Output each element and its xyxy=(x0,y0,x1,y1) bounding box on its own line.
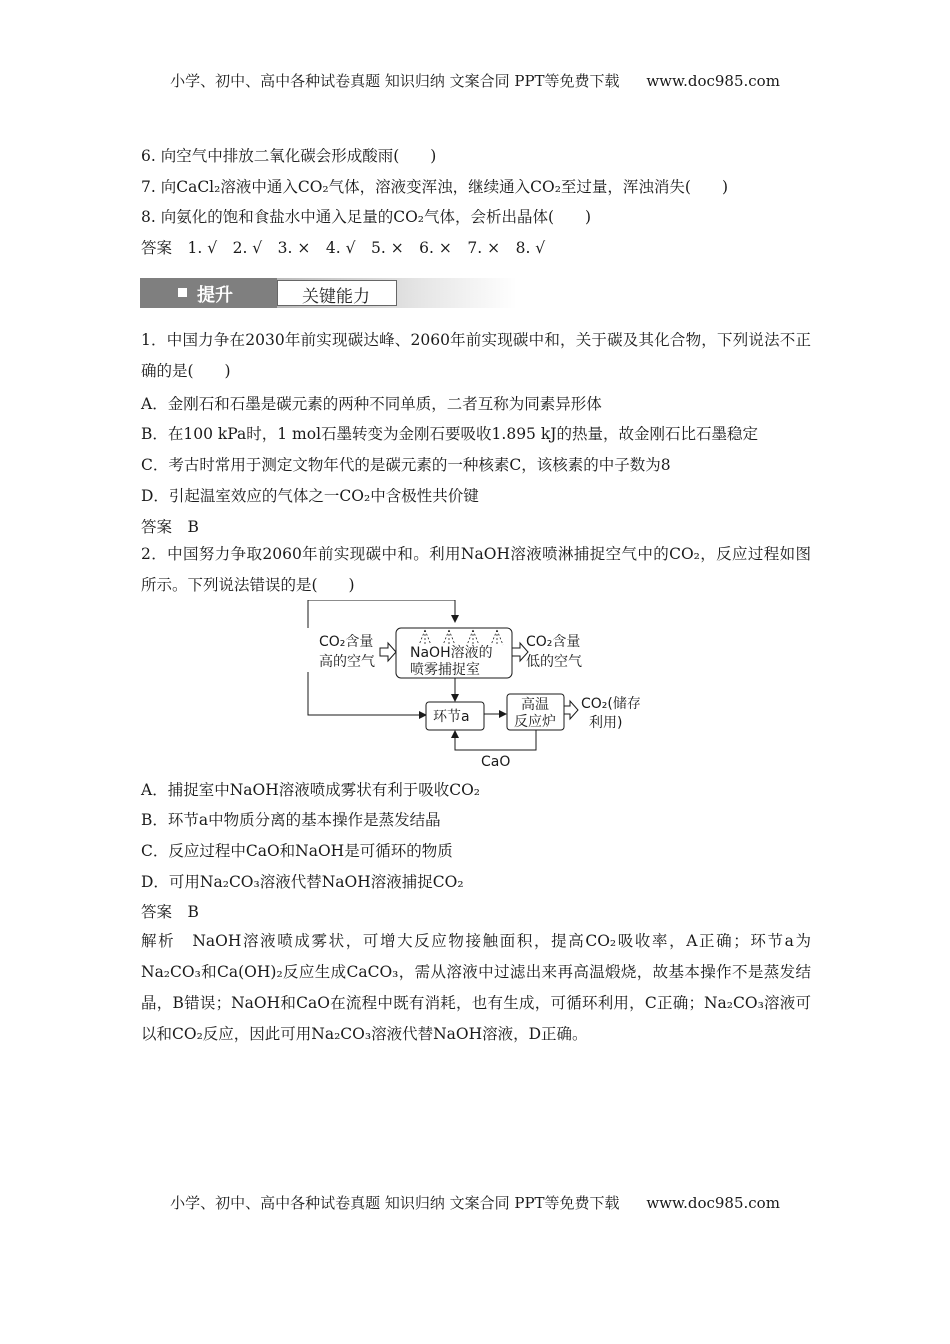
q2-stem: 2．中国努力争取2060年前实现碳中和。利用NaOH溶液喷淋捕捉空气中的CO₂，反应过程如图所示。下列说法错误的是( ) xyxy=(141,545,811,594)
output-air-line1: CO₂含量 xyxy=(526,634,581,650)
q2-option-c: C．反应过程中CaO和NaOH是可循环的物质 xyxy=(141,842,453,860)
square-bullet-icon xyxy=(178,288,187,297)
header-url[interactable]: www.doc985.com xyxy=(646,72,780,90)
judgment-item-7: 7. 向CaCl₂溶液中通入CO₂气体，溶液变浑浊，继续通入CO₂至过量，浑浊消失( ) xyxy=(141,178,729,196)
q2-option-a: A．捕捉室中NaOH溶液喷成雾状有利于吸收CO₂ xyxy=(141,781,481,799)
section-banner xyxy=(140,278,517,308)
q1-option-c: C．考古时常用于测定文物年代的是碳元素的一种核素C，该核素的中子数为8 xyxy=(141,456,671,474)
product-line1: CO₂(储存 xyxy=(581,696,641,712)
chamber-line2: 喷雾捕捉室 xyxy=(410,662,480,678)
input-air-line1: CO₂含量 xyxy=(319,634,374,650)
page-footer xyxy=(0,1192,950,1213)
q1-stem: 1．中国力争在2030年前实现碳达峰、2060年前实现碳中和，关于碳及其化合物，下列说法不正确的是( ) xyxy=(141,331,811,380)
footer-text: 小学、初中、高中各种试卷真题 知识归纳 文案合同 PPT等免费下载 xyxy=(170,1194,620,1212)
section-title: 关键能力 xyxy=(302,287,370,307)
hollow-arrow-in-icon xyxy=(380,643,396,661)
cao-label: CaO xyxy=(481,754,511,770)
step-a-label: 环节a xyxy=(433,709,470,725)
judgment-item-6: 6. 向空气中排放二氧化碳会形成酸雨( ) xyxy=(141,147,437,165)
product-line2: 利用) xyxy=(589,715,623,731)
q1-option-b: B．在100 kPa时，1 mol石墨转变为金刚石要吸收1.895 kJ的热量，故金刚石比石墨稳定 xyxy=(141,425,758,443)
furnace-line1: 高温 xyxy=(521,697,549,713)
q1-answer: 答案 B xyxy=(141,518,199,536)
q2-option-b: B．环节a中物质分离的基本操作是蒸发结晶 xyxy=(141,811,441,829)
q2-option-d: D．可用Na₂CO₃溶液代替NaOH溶液捕捉CO₂ xyxy=(141,873,464,891)
output-air-line2: 低的空气 xyxy=(526,654,582,670)
q2-answer: 答案 B xyxy=(141,903,199,921)
chamber-line1: NaOH溶液的 xyxy=(410,645,493,661)
page-header xyxy=(0,70,950,91)
footer-url[interactable]: www.doc985.com xyxy=(646,1194,780,1212)
feed-line xyxy=(308,600,455,628)
judgment-item-8: 8. 向氨化的饱和食盐水中通入足量的CO₂气体，会析出晶体( ) xyxy=(141,208,592,226)
furnace-line2: 反应炉 xyxy=(514,714,556,730)
q1-option-d: D．引起温室效应的气体之一CO₂中含极性共价键 xyxy=(141,487,479,505)
cao-return-line xyxy=(455,730,536,750)
q1-option-a: A．金刚石和石墨是碳元素的两种不同单质，二者互称为同素异形体 xyxy=(141,395,602,413)
hollow-arrow-product-icon xyxy=(564,701,578,719)
section-badge: 提升 xyxy=(197,285,233,306)
input-air-line2: 高的空气 xyxy=(319,654,375,670)
q2-analysis: 解析 NaOH溶液喷成雾状，可增大反应物接触面积，提高CO₂吸收率，A正确；环节a为Na₂CO₃和Ca(OH)₂反应生成CaCO₃，需从溶液中过滤出来再高温煅烧，故基本操作不是蒸发结晶，B错误；NaOH和CaO在流程中既有消耗，也有生成，可循环利用，C正确；Na₂CO₃溶液可以和CO₂反应，因此可用Na₂CO₃溶液代替NaOH溶液，D正确。 xyxy=(141,932,811,1043)
judgment-answer: 答案 1. √ 2. √ 3. × 4. √ 5. × 6. × 7. × 8. √ xyxy=(141,239,546,257)
header-text: 小学、初中、高中各种试卷真题 知识归纳 文案合同 PPT等免费下载 xyxy=(170,72,620,90)
capture-process-diagram xyxy=(300,600,660,772)
